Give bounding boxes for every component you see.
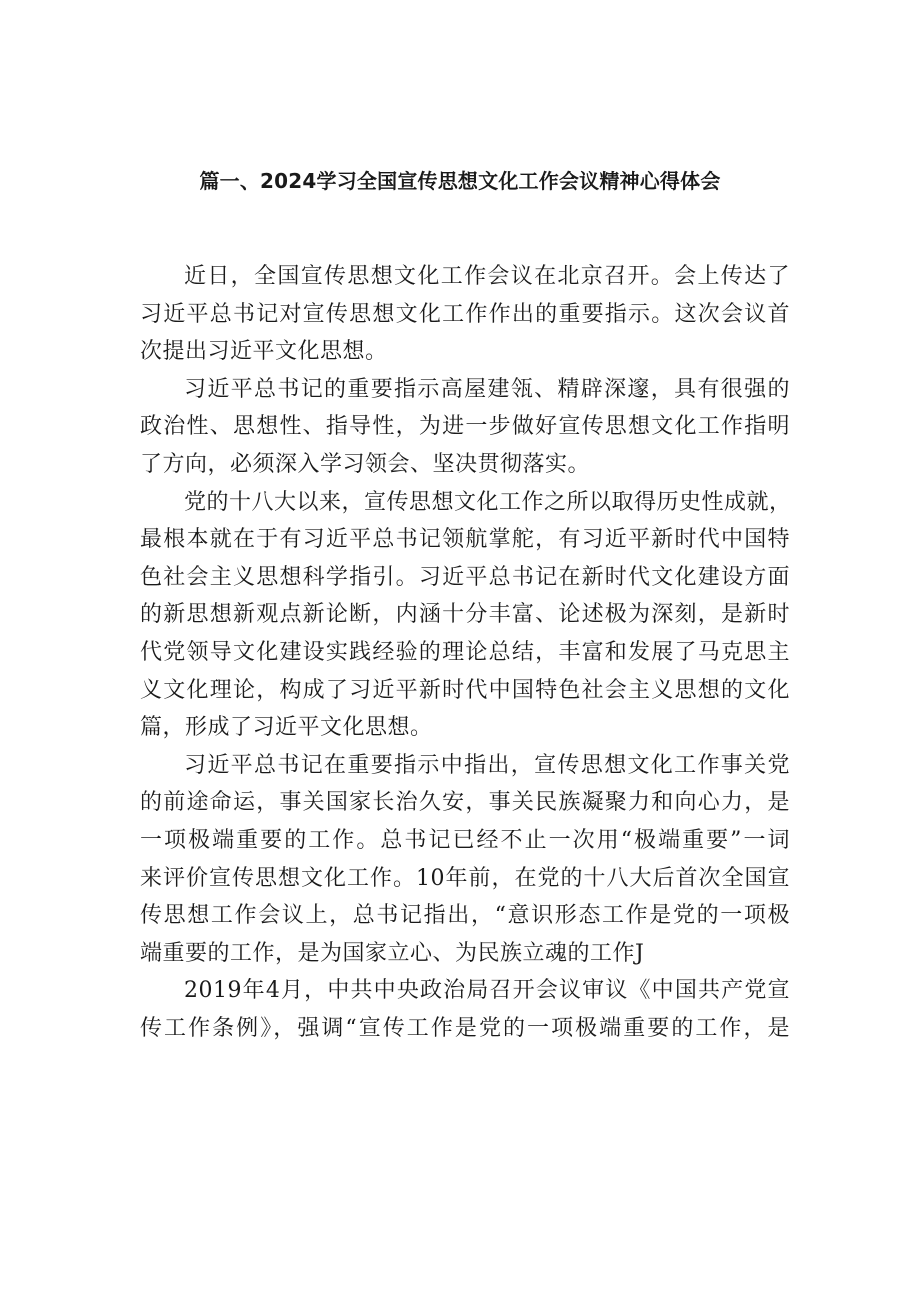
text-line: 传思想工作会议上，总书记指出，“意识形态工作是党的一项极 <box>140 903 790 929</box>
text-line: 一项极端重要的工作。总书记已经不止一次用“极端重要”一词 <box>140 827 790 853</box>
text-line: 代党领导文化建设实践经验的理论总结，丰富和发展了马克思主 <box>140 639 790 665</box>
text-line: 义文化理论，构成了习近平新时代中国特色社会主义思想的文化 <box>140 677 790 703</box>
text-line: 习近平总书记在重要指示中指出，宣传思想文化工作事关党 <box>184 752 790 778</box>
text-line: 来评价宣传思想文化工作。10年前，在党的十八大后首次全国宣 <box>140 865 790 891</box>
text-line: 了方向，必须深入学习领会、坚决贯彻落实。 <box>140 451 591 477</box>
text-line: 传工作条例》，强调“宣传工作是党的一项极端重要的工作，是 <box>140 1015 790 1041</box>
document-body <box>140 258 790 1047</box>
text-line: 近日，全国宣传思想文化工作会议在北京召开。会上传达了 <box>184 264 790 289</box>
text-line: 最根本就在于有习近平总书记领航掌舵，有习近平新时代中国特 <box>140 527 790 553</box>
text-line: 端重要的工作，是为国家立心、为民族立魂的工作J <box>140 940 645 966</box>
text-line: 的新思想新观点新论断，内涵十分丰富、论述极为深刻，是新时 <box>140 602 790 628</box>
document-title: 篇一、2024学习全国宣传思想文化工作会议精神心得体会 <box>199 169 721 193</box>
text-line: 色社会主义思想科学指引。习近平总书记在新时代文化建设方面 <box>140 564 790 590</box>
text-line: 2019年4月，中共中央政治局召开会议审议《中国共产党宣 <box>184 978 790 1004</box>
text-line: 篇，形成了习近平文化思想。 <box>140 715 433 741</box>
text-line: 习近平总书记的重要指示高屋建瓴、精辟深邃，具有很强的 <box>184 376 790 402</box>
text-line: 政治性、思想性、指导性，为进一步做好宣传思想文化工作指明 <box>140 414 790 440</box>
text-line: 次提出习近平文化思想。 <box>140 339 388 365</box>
text-line: 党的十八大以来，宣传思想文化工作之所以取得历史性成就， <box>184 489 792 515</box>
text-line: 的前途命运，事关国家长治久安，事关民族凝聚力和向心力，是 <box>140 790 790 816</box>
text-line: 习近平总书记对宣传思想文化工作作出的重要指示。这次会议首 <box>140 301 790 327</box>
